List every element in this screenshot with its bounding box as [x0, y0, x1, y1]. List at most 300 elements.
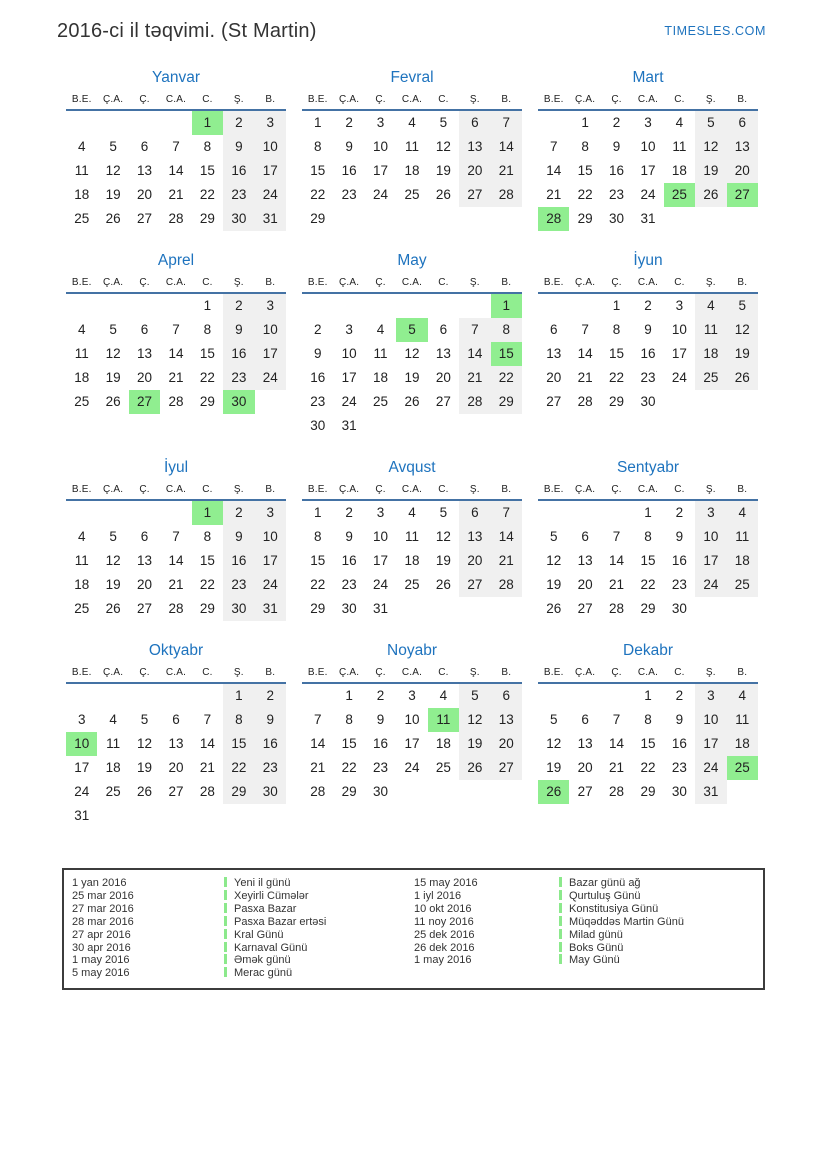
day-cell: 2 — [675, 688, 684, 703]
weekday-label: B.E. — [307, 94, 328, 105]
day-cell: 23 — [223, 573, 254, 597]
day-cell-empty — [160, 684, 191, 708]
day-cell-empty — [302, 294, 333, 318]
weekday-label: B. — [265, 94, 276, 105]
weekday-label: B.E. — [307, 484, 328, 495]
day-cell: 12 — [459, 708, 490, 732]
legend-label: May Günü — [559, 954, 757, 966]
day-cell: 19 — [435, 163, 451, 178]
day-cell-empty — [428, 294, 459, 318]
day-cell: 30 — [640, 394, 656, 409]
weekday-label: C.A. — [165, 484, 187, 495]
holiday-marker-icon — [224, 942, 227, 952]
month-5 — [302, 252, 522, 438]
day-grid — [538, 501, 758, 621]
weekday-label: B. — [501, 667, 512, 678]
legend-date: 15 may 2016 — [414, 877, 478, 889]
day-cell-empty — [459, 207, 490, 231]
weekday-label: Ş. — [705, 277, 716, 288]
day-cell: 19 — [404, 370, 420, 385]
legend-date: 1 yan 2016 — [72, 877, 127, 889]
weekday-label: C. — [438, 94, 449, 105]
weekday-label: Ç.A. — [339, 667, 360, 678]
day-cell-empty — [97, 111, 128, 135]
day-cell: 22 — [310, 577, 326, 592]
day-cell: 19 — [695, 159, 726, 183]
weekday-label: Ç.A. — [103, 277, 124, 288]
day-cell: 24 — [74, 784, 90, 799]
weekday-label: B.E. — [71, 94, 92, 105]
day-cell: 13 — [137, 553, 153, 568]
day-cell-empty — [365, 414, 396, 438]
page-title: 2016-ci il təqvimi. (St Martin) — [57, 20, 317, 42]
day-cell: 30 — [671, 601, 687, 616]
day-cell: 6 — [459, 501, 490, 525]
weekday-label: Ç. — [139, 94, 150, 105]
month-title: İyun — [633, 252, 663, 269]
weekday-header-row — [66, 484, 286, 501]
day-cell-empty — [538, 111, 569, 135]
weekday-label: C.A. — [401, 667, 423, 678]
day-cell: 7 — [172, 322, 180, 337]
legend-label: Əmək günü — [224, 954, 414, 966]
day-cell: 22 — [310, 187, 326, 202]
day-cell: 14 — [491, 135, 522, 159]
day-cell: 18 — [74, 370, 90, 385]
legend-label: Pasxa Bazar — [224, 903, 414, 915]
weekday-header-row — [538, 484, 758, 501]
month-8 — [302, 459, 522, 621]
weekday-label: B.E. — [543, 484, 564, 495]
day-cell: 20 — [727, 159, 758, 183]
day-cell: 29 — [199, 394, 215, 409]
weekday-label: B.E. — [307, 667, 328, 678]
legend-label: Merac günü — [224, 967, 414, 979]
month-4 — [66, 252, 286, 438]
day-grid — [538, 111, 758, 231]
day-cell: 28 — [459, 390, 490, 414]
day-cell: 7 — [612, 529, 621, 544]
day-cell: 1 — [223, 684, 254, 708]
day-cell: 6 — [459, 111, 490, 135]
legend-date: 10 okt 2016 — [414, 902, 472, 915]
legend-label: Qurtuluş Günü — [559, 890, 757, 902]
day-cell: 25 — [105, 784, 121, 799]
day-cell: 15 — [341, 736, 357, 751]
day-cell: 8 — [612, 322, 621, 337]
day-cell: 28 — [168, 601, 184, 616]
day-cell-empty — [428, 780, 459, 804]
day-cell: 20 — [577, 760, 593, 775]
day-cell-empty — [459, 597, 490, 621]
weekday-label: Ş. — [233, 94, 244, 105]
day-cell: 9 — [675, 529, 684, 544]
day-cell-empty — [223, 804, 254, 828]
day-cell: 2 — [223, 501, 254, 525]
day-cell-empty — [66, 684, 97, 708]
day-cell: 26 — [404, 394, 420, 409]
day-cell-empty — [727, 597, 758, 621]
day-cell-holiday: 25 — [727, 756, 758, 780]
day-cell: 8 — [644, 529, 652, 544]
day-grid — [66, 501, 286, 621]
day-cell: 29 — [199, 211, 215, 226]
day-cell: 28 — [609, 601, 625, 616]
day-cell: 27 — [577, 784, 593, 799]
day-cell: 7 — [459, 318, 490, 342]
day-cell: 26 — [435, 187, 451, 202]
day-cell: 10 — [341, 346, 357, 361]
day-cell: 5 — [140, 712, 149, 727]
day-cell-empty — [459, 414, 490, 438]
day-cell: 24 — [255, 573, 286, 597]
day-cell: 9 — [255, 708, 286, 732]
weekday-label: C. — [674, 484, 685, 495]
day-cell-empty — [129, 501, 160, 525]
day-cell: 19 — [459, 732, 490, 756]
day-cell: 17 — [640, 163, 656, 178]
weekday-label: Ç. — [139, 484, 150, 495]
weekday-label: Ç. — [611, 667, 622, 678]
weekday-header-row — [66, 277, 286, 294]
day-cell: 16 — [373, 736, 389, 751]
day-cell: 14 — [609, 736, 625, 751]
day-grid — [302, 294, 522, 438]
day-cell: 7 — [203, 712, 212, 727]
day-cell: 6 — [581, 529, 589, 544]
day-cell: 5 — [727, 294, 758, 318]
day-cell: 17 — [695, 549, 726, 573]
day-cell: 21 — [609, 577, 625, 592]
day-cell: 30 — [255, 780, 286, 804]
day-grid — [66, 111, 286, 231]
day-cell-empty — [459, 780, 490, 804]
weekday-label: Ç. — [139, 277, 150, 288]
weekday-label: Ç. — [139, 667, 150, 678]
day-cell: 13 — [137, 163, 153, 178]
day-cell-empty — [396, 207, 427, 231]
day-cell: 3 — [77, 712, 86, 727]
day-cell: 12 — [695, 135, 726, 159]
day-cell: 5 — [109, 529, 117, 544]
day-cell-empty — [695, 390, 726, 414]
day-cell: 26 — [727, 366, 758, 390]
day-cell: 20 — [491, 732, 522, 756]
day-cell: 27 — [577, 601, 593, 616]
day-cell: 18 — [671, 163, 687, 178]
day-cell: 2 — [612, 115, 621, 130]
holiday-marker-icon — [559, 890, 562, 900]
day-cell: 26 — [695, 183, 726, 207]
day-cell: 19 — [105, 577, 121, 592]
weekday-label: C. — [674, 277, 685, 288]
day-cell: 29 — [640, 601, 656, 616]
legend-date: 1 iyl 2016 — [414, 889, 462, 902]
day-cell-empty — [569, 684, 600, 708]
weekday-label: Ç.A. — [339, 94, 360, 105]
day-cell-holiday: 10 — [66, 732, 97, 756]
day-cell: 3 — [255, 501, 286, 525]
day-cell: 15 — [199, 553, 215, 568]
day-cell: 17 — [373, 553, 389, 568]
day-cell-empty — [97, 501, 128, 525]
day-cell: 30 — [310, 418, 326, 433]
day-cell: 7 — [172, 139, 180, 154]
day-cell: 20 — [546, 370, 562, 385]
day-cell: 23 — [341, 577, 357, 592]
day-cell: 27 — [168, 784, 184, 799]
month-12 — [538, 642, 758, 828]
day-cell: 9 — [313, 346, 322, 361]
day-cell: 5 — [549, 712, 558, 727]
day-cell: 28 — [168, 211, 184, 226]
weekday-label: Ç. — [611, 94, 622, 105]
month-3 — [538, 69, 758, 231]
day-cell-holiday: 30 — [223, 390, 254, 414]
day-cell: 16 — [640, 346, 656, 361]
month-title: Mart — [632, 69, 664, 86]
day-cell: 28 — [199, 784, 215, 799]
month-1 — [66, 69, 286, 231]
day-cell: 17 — [373, 163, 389, 178]
day-cell: 1 — [581, 115, 589, 130]
day-cell: 29 — [341, 784, 357, 799]
day-cell: 16 — [609, 163, 625, 178]
day-cell: 24 — [695, 573, 726, 597]
weekday-label: Ç. — [375, 667, 386, 678]
day-cell: 25 — [727, 573, 758, 597]
day-cell: 5 — [109, 139, 117, 154]
day-cell: 18 — [105, 760, 121, 775]
day-cell: 25 — [435, 760, 451, 775]
day-grid — [538, 684, 758, 804]
day-cell: 16 — [671, 553, 687, 568]
day-cell: 25 — [74, 601, 90, 616]
day-cell: 3 — [644, 115, 652, 130]
day-cell: 20 — [137, 577, 153, 592]
day-cell: 15 — [310, 553, 326, 568]
day-cell-empty — [66, 294, 97, 318]
day-cell: 1 — [203, 298, 212, 313]
weekday-label: Ç. — [611, 484, 622, 495]
weekday-label: B.E. — [543, 277, 564, 288]
day-cell: 2 — [255, 684, 286, 708]
day-cell: 14 — [609, 553, 625, 568]
day-cell: 9 — [675, 712, 684, 727]
day-cell: 11 — [695, 318, 726, 342]
day-cell-holiday: 11 — [428, 708, 459, 732]
month-10 — [66, 642, 286, 828]
weekday-label: C. — [202, 667, 213, 678]
weekday-label: Ç. — [375, 484, 386, 495]
day-cell: 30 — [223, 207, 254, 231]
month-7 — [66, 459, 286, 621]
day-cell: 9 — [644, 322, 652, 337]
day-grid — [302, 111, 522, 231]
legend-date: 27 apr 2016 — [72, 928, 131, 941]
day-cell: 18 — [404, 553, 420, 568]
day-cell: 16 — [223, 342, 254, 366]
day-cell: 29 — [199, 601, 215, 616]
day-cell: 31 — [255, 207, 286, 231]
day-cell: 2 — [644, 298, 652, 313]
day-cell: 31 — [255, 597, 286, 621]
day-cell: 15 — [609, 346, 625, 361]
day-cell: 4 — [408, 505, 416, 520]
day-cell-holiday: 1 — [491, 294, 522, 318]
holiday-marker-icon — [559, 954, 562, 964]
weekday-label: C.A. — [637, 484, 659, 495]
day-cell: 22 — [199, 370, 215, 385]
day-cell: 1 — [644, 688, 652, 703]
weekday-header-row — [538, 94, 758, 111]
day-cell: 14 — [459, 342, 490, 366]
day-cell: 4 — [675, 115, 684, 130]
day-cell: 24 — [255, 366, 286, 390]
day-cell: 12 — [546, 553, 562, 568]
day-cell-empty — [396, 597, 427, 621]
day-cell: 11 — [373, 346, 388, 361]
day-cell: 27 — [137, 211, 153, 226]
legend-date: 25 dek 2016 — [414, 928, 475, 941]
day-cell-empty — [695, 207, 726, 231]
weekday-label: B.E. — [307, 277, 328, 288]
day-cell: 12 — [546, 736, 562, 751]
day-cell: 10 — [255, 525, 286, 549]
day-cell: 21 — [546, 187, 562, 202]
day-cell: 15 — [577, 163, 593, 178]
weekday-label: B.E. — [71, 484, 92, 495]
day-cell: 23 — [640, 370, 656, 385]
day-cell: 24 — [341, 394, 357, 409]
day-cell-empty — [192, 804, 223, 828]
day-cell: 4 — [695, 294, 726, 318]
day-cell: 19 — [546, 577, 562, 592]
legend-group-1 — [72, 877, 414, 980]
day-cell-empty — [396, 780, 427, 804]
weekday-label: B. — [737, 484, 748, 495]
day-cell: 4 — [109, 712, 117, 727]
day-cell: 24 — [695, 756, 726, 780]
day-cell: 13 — [727, 135, 758, 159]
day-grid — [302, 684, 522, 804]
legend-label: Karnaval Günü — [224, 942, 414, 954]
day-cell: 25 — [695, 366, 726, 390]
day-cell: 25 — [74, 211, 90, 226]
weekday-label: Ş. — [469, 484, 480, 495]
weekday-label: Ç.A. — [339, 277, 360, 288]
day-cell-holiday: 27 — [727, 183, 758, 207]
day-cell: 16 — [310, 370, 326, 385]
day-cell: 19 — [137, 760, 153, 775]
months-grid — [66, 69, 758, 828]
day-cell: 6 — [140, 529, 149, 544]
day-grid — [302, 501, 522, 621]
day-cell: 20 — [577, 577, 593, 592]
legend-date: 27 mar 2016 — [72, 902, 134, 915]
holiday-marker-icon — [224, 903, 227, 913]
day-cell: 2 — [675, 505, 684, 520]
month-6 — [538, 252, 758, 438]
day-cell: 13 — [546, 346, 562, 361]
weekday-label: C. — [674, 94, 685, 105]
day-cell: 2 — [376, 688, 385, 703]
day-cell: 3 — [376, 505, 385, 520]
day-cell: 4 — [376, 322, 385, 337]
day-cell: 26 — [105, 394, 121, 409]
brand-link[interactable]: TIMESLES.COM — [664, 24, 766, 38]
day-cell: 6 — [581, 712, 589, 727]
day-cell: 28 — [168, 394, 184, 409]
day-cell: 16 — [341, 553, 357, 568]
day-cell: 10 — [255, 135, 286, 159]
day-cell: 15 — [223, 732, 254, 756]
day-cell: 25 — [404, 577, 420, 592]
weekday-label: Ç. — [375, 277, 386, 288]
weekday-header-row — [302, 667, 522, 684]
day-cell: 8 — [313, 529, 322, 544]
legend-date: 11 noy 2016 — [414, 915, 474, 928]
day-cell: 17 — [671, 346, 687, 361]
day-cell: 24 — [640, 187, 656, 202]
day-cell: 14 — [199, 736, 215, 751]
day-cell: 1 — [313, 505, 322, 520]
day-cell-holiday: 26 — [538, 780, 569, 804]
day-cell: 18 — [727, 549, 758, 573]
holiday-marker-icon — [224, 967, 227, 977]
day-cell-empty — [97, 684, 128, 708]
day-cell: 28 — [491, 183, 522, 207]
weekday-label: Ş. — [705, 484, 716, 495]
day-cell: 25 — [373, 394, 389, 409]
weekday-label: Ç.A. — [575, 277, 596, 288]
weekday-label: C.A. — [165, 667, 187, 678]
day-cell: 27 — [491, 756, 522, 780]
day-cell-empty — [66, 111, 97, 135]
day-cell: 21 — [459, 366, 490, 390]
weekday-label: B. — [501, 484, 512, 495]
day-cell: 23 — [223, 366, 254, 390]
month-9 — [538, 459, 758, 621]
day-cell: 9 — [345, 139, 353, 154]
weekday-label: C. — [438, 484, 449, 495]
day-cell: 10 — [373, 529, 389, 544]
day-cell: 20 — [459, 159, 490, 183]
day-cell: 9 — [223, 135, 254, 159]
day-cell-empty — [97, 294, 128, 318]
day-cell: 12 — [105, 553, 121, 568]
day-cell-holiday: 1 — [192, 501, 223, 525]
legend-date: 1 may 2016 — [414, 954, 472, 967]
day-cell: 21 — [491, 159, 522, 183]
day-cell: 31 — [341, 418, 357, 433]
day-cell: 13 — [459, 135, 490, 159]
day-cell-empty — [333, 207, 364, 231]
day-cell: 20 — [459, 549, 490, 573]
day-cell: 6 — [172, 712, 180, 727]
day-cell: 11 — [74, 346, 89, 361]
day-cell: 5 — [459, 684, 490, 708]
day-cell-empty — [727, 390, 758, 414]
day-grid — [66, 294, 286, 414]
day-cell: 5 — [439, 115, 448, 130]
legend-label: Kral Günü — [224, 929, 414, 941]
weekday-label: C.A. — [165, 277, 187, 288]
day-cell: 3 — [695, 684, 726, 708]
month-title: Oktyabr — [148, 642, 204, 659]
day-cell: 9 — [612, 139, 621, 154]
day-cell: 5 — [549, 529, 558, 544]
